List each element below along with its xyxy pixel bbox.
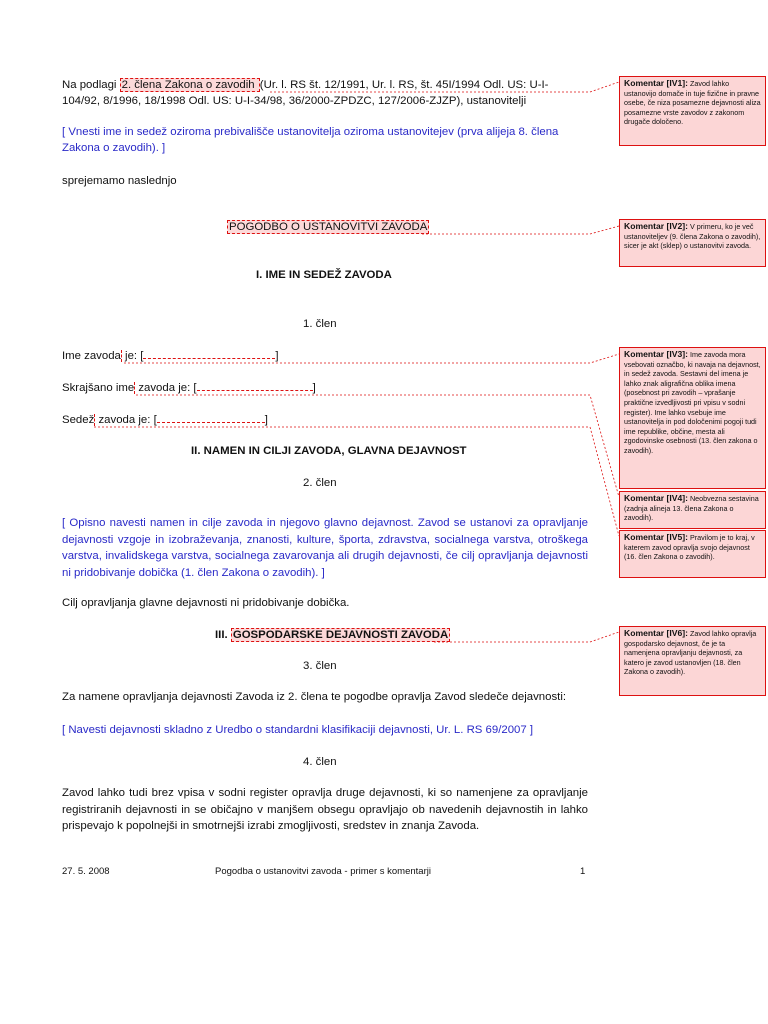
section-2-heading: II. NAMEN IN CILJI ZAVODA, GLAVNA DEJAVNOST xyxy=(191,445,467,457)
document-title xyxy=(227,219,429,235)
intro-line-2: 104/92, 8/1996, 18/1998 Odl. US: U-I-34/98, 36/2000-ZPDZC, 127/2006-ZJZP), ustanovitelji xyxy=(62,95,527,107)
comment-iv3-text: Ime zavoda mora vsebovati označbo, ki navaja na dejavnost, in sedež zavoda. Sestavni del imena je lahko znak aligrafična oblika imena (posebnost pri zavodih – vprašanje praktične izvedljivosti pri vpisu v sodni register). Ime lahko vsebuje ime ustanovitelja in pod določenimi pogoji tudi ime republike, občine, mesta ali zgodovinske osebnosti (13. člen zakona o zavodih). xyxy=(624,350,761,455)
field-name-suffix: je: [ xyxy=(121,350,144,362)
comment-iv5-text: Pravilom je to kraj, v katerem zavod opravlja svojo dejavnost (16. člen Zakona o zavodih). xyxy=(624,533,755,562)
field-name-row xyxy=(62,347,279,364)
article-2-label: 2. člen xyxy=(303,477,337,489)
intro-text-before: Na podlagi xyxy=(62,79,120,91)
comment-iv4-text: Neobvezna sestavina (zadnja alineja 13. člena Zakona o zavodih). xyxy=(624,494,759,523)
footer-date: 27. 5. 2008 xyxy=(62,866,110,877)
comment-iv5[interactable] xyxy=(619,530,766,578)
footer-title: Pogodba o ustanovitvi zavoda - primer s komentarji xyxy=(215,866,431,877)
field-seat-label[interactable]: Sedež xyxy=(62,414,95,426)
purpose-text: Cilj opravljanja glavne dejavnosti ni pridobivanje dobička. xyxy=(62,597,350,609)
comment-iv4-label: Komentar [IV4]: xyxy=(624,493,688,503)
connector-iv2 xyxy=(422,226,619,234)
connector-iv6 xyxy=(434,632,619,642)
comment-iv6[interactable] xyxy=(619,626,766,696)
article-4-text: Zavod lahko tudi brez vpisa v sodni register opravlja druge dejavnosti, ki so namenjene za opravljanje registriranih dejavnosti in se običajno v manjšem obsegu opravljajo ob navedenih dejavnostih in lahko prispevajo k popolnejši in smotrnejši izrabi zmogljivosti, sredstev in znanja Zavoda. xyxy=(62,787,588,832)
comment-iv1-text: Zavod lahko ustanovijo domače in tuje fizične in pravne osebe, če niza posamezne dejavnosti aliza posamezne vrste zavodov z zakonom drugače določeno. xyxy=(624,79,761,127)
document-title-text[interactable]: POGODBO O USTANOVITVI ZAVODA xyxy=(229,221,428,233)
footer-page-number: 1 xyxy=(580,866,586,877)
intro-closing: sprejemamo naslednjo xyxy=(62,175,177,187)
comment-iv1[interactable] xyxy=(619,76,766,146)
comment-iv2[interactable] xyxy=(619,219,766,267)
comment-iv2-label: Komentar [IV2]: xyxy=(624,221,688,231)
field-short-name-suffix: zavoda je: [ xyxy=(135,382,197,394)
field-name-label[interactable]: Ime zavoda xyxy=(62,350,121,362)
founder-instruction-line-2: Zakona o zavodih). ] xyxy=(62,142,166,154)
field-name-end: ] xyxy=(275,350,279,362)
article-1-label: 1. člen xyxy=(303,318,337,330)
field-name-blank[interactable] xyxy=(143,347,275,359)
field-seat-row xyxy=(62,411,268,428)
activities-instruction: [ Navesti dejavnosti skladno z Uredbo o standardni klasifikaciji dejavnosti, Ur. L. RS 69/2007 ] xyxy=(62,724,534,736)
intro-line-1 xyxy=(62,77,588,93)
intro-text-after: (Ur. l. RS št. 12/1991, Ur. l. RS, št. 45I/1994 Odl. US: U-I- xyxy=(259,79,549,91)
comment-iv6-text: Zavod lahko opravlja gospodarsko dejavnost, če je ta namenjena opravljanju dejavnosti, za katero je zavod ustanovljen (18. člen Zakona o zavodih). xyxy=(624,629,757,677)
comment-iv6-label: Komentar [IV6]: xyxy=(624,628,688,638)
field-seat-end: ] xyxy=(264,414,268,426)
field-seat-blank[interactable] xyxy=(157,411,265,423)
comment-iv1-label: Komentar [IV1]: xyxy=(624,78,688,88)
section-3-heading-highlight[interactable]: GOSPODARSKE DEJAVNOSTI ZAVODA xyxy=(232,629,449,641)
field-short-name-label[interactable]: Skrajšano ime xyxy=(62,382,135,394)
article-3-text: Za namene opravljanja dejavnosti Zavoda iz 2. člena te pogodbe opravlja Zavod sledeče dejavnosti: xyxy=(62,691,567,703)
article-4-label: 4. člen xyxy=(303,756,337,768)
founder-instruction-line-1: [ Vnesti ime in sedež oziroma prebivališče ustanovitelja oziroma ustanovitejev (prva alijeja 8. člena xyxy=(62,126,559,138)
field-seat-suffix: zavoda je: [ xyxy=(95,414,157,426)
comment-iv5-label: Komentar [IV5]: xyxy=(624,532,688,542)
field-short-name-end: ] xyxy=(312,382,316,394)
intro-law-reference[interactable]: 2. člena Zakona o zavodih xyxy=(121,79,258,91)
purpose-instruction: [ Opisno navesti namen in cilje zavoda in njegovo glavno dejavnost. Zavod se ustanovi za opravljanje dejavnosti vzgoje in izobraževanja, znanosti, kulture, športa, zdravstva, socialnega varstva, otroškega varstva, invalidskega varstva, socialnega zavarovanja ali drugih dejavnosti, če cilj opravljanja dejavnosti ni pridobivanje dobička (1. člen Zakona o zavodih). ] xyxy=(62,517,588,579)
field-short-name-row xyxy=(62,379,316,396)
section-3-heading-prefix: III. xyxy=(215,629,231,641)
comment-iv3[interactable] xyxy=(619,347,766,489)
comment-iv2-text: V primeru, ko je več ustanoviteljev (9. člena Zakona o zavodih), sicer je akt (sklep) o ustanovitvi zavoda. xyxy=(624,222,761,251)
field-short-name-blank[interactable] xyxy=(197,379,313,391)
comment-iv4[interactable] xyxy=(619,491,766,529)
section-1-heading: I. IME IN SEDEŽ ZAVODA xyxy=(256,269,392,281)
section-3-heading xyxy=(215,627,450,643)
comment-iv3-label: Komentar [IV3]: xyxy=(624,349,688,359)
article-3-label: 3. člen xyxy=(303,660,337,672)
